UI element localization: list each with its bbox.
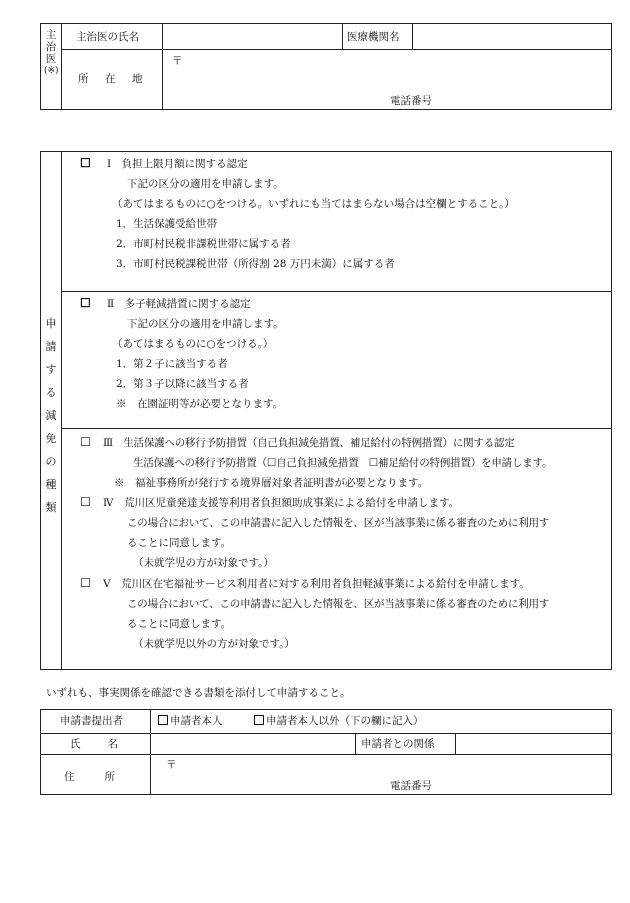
submitter-postal-mark: 〒 xyxy=(166,759,177,771)
section2-option[interactable]: 2．第３子以降に該当する者 xyxy=(116,378,249,390)
doctor-phone-label: 電話番号 xyxy=(390,95,432,107)
section3-title: Ⅲ 生活保護への移行予防措置（自己負担減免措置、補足給付の特例措置）に関する認定 xyxy=(103,437,515,449)
submitter-option-other[interactable] xyxy=(254,714,424,728)
doctor-name-field[interactable] xyxy=(163,24,341,48)
facility-label-left-divider xyxy=(342,23,343,49)
section4-checkbox[interactable]: ☐ xyxy=(80,495,91,509)
section3-checkbox[interactable]: ☐ xyxy=(80,435,91,449)
submitter-name-field[interactable] xyxy=(151,734,354,753)
checkbox[interactable] xyxy=(254,715,264,725)
section1-line: （あてはまるものに○をつける。いずれにも当てはまらない場合は空欄とすること。） xyxy=(112,198,515,210)
section1-option[interactable]: 3．市町村民税課税世帯（所得割 28 万円未満）に属する者 xyxy=(116,258,395,270)
submitter-option-self[interactable] xyxy=(158,714,223,728)
section5-title: Ⅴ 荒川区在宅福祉サービス利用者に対する利用者負担軽減事業による給付を申請します。 xyxy=(103,578,530,590)
section-divider-2 xyxy=(61,428,612,429)
checkbox[interactable] xyxy=(158,715,168,725)
section4-title: Ⅳ 荒川区児童発達支援等利用者負担額助成事業による給付を申請します。 xyxy=(103,497,460,509)
section1-checkbox[interactable]: ☐ xyxy=(80,156,91,170)
location-label: 所 在 地 xyxy=(78,73,146,85)
section4-line: （未就学児の方が対象です。） xyxy=(133,557,274,569)
submitter-address-field[interactable] xyxy=(176,756,596,778)
doctor-row-divider xyxy=(61,49,612,50)
relation-left-divider xyxy=(355,733,356,754)
submitter-name-label: 氏 名 xyxy=(70,738,120,750)
section5-line: （未就学児以外の方が対象です。） xyxy=(133,638,295,650)
section2-title: Ⅱ 多子軽減措置に関する認定 xyxy=(107,298,251,310)
section2-line: （あてはまるものに○をつける。） xyxy=(112,338,274,350)
section2-option[interactable]: 1．第２子に該当する者 xyxy=(116,358,228,370)
relation-label: 申請者との関係 xyxy=(361,738,435,750)
types-side-divider xyxy=(61,151,62,670)
section1-title: Ⅰ 負担上限月額に関する認定 xyxy=(107,158,248,170)
submitter-option-other-label: 申請者本人以外（下の欄に記入） xyxy=(266,715,424,727)
doctor-address-field[interactable] xyxy=(180,52,600,92)
doctor-side-divider xyxy=(61,23,62,110)
submitter-option-self-label: 申請者本人 xyxy=(170,715,223,727)
attachment-note: いずれも、事実関係を確認できる書類を添付して申請すること。 xyxy=(46,687,351,699)
section2-checkbox[interactable]: ☐ xyxy=(80,296,91,310)
submitter-phone-label: 電話番号 xyxy=(390,780,432,792)
types-side-label: 申 請 す る 減 免 の 種 類 xyxy=(45,317,57,514)
section1-option[interactable]: 1．生活保護受給世帯 xyxy=(116,218,218,230)
section3-note: ※ 福祉事務所が発行する境界層対象者証明書が必要となります。 xyxy=(114,477,429,489)
section3-line: 生活保護への移行予防措置（☐自己負担減免措置 ☐補足給付の特例措置）を申請します。 xyxy=(133,457,553,469)
section4-line: この場合において、この申請書に記入した情報を、区が当該事業に係る審査のために利用す xyxy=(127,517,550,529)
facility-field[interactable] xyxy=(413,24,611,48)
section2-note: ※ 在園証明等が必要となります。 xyxy=(116,398,284,410)
section5-checkbox[interactable]: ☐ xyxy=(80,576,91,590)
section1-option[interactable]: 2．市町村民税非課税世帯に属する者 xyxy=(116,238,291,250)
section-divider-1 xyxy=(61,291,612,292)
doctor-postal-mark: 〒 xyxy=(172,55,183,67)
doctor-name-label: 主治医の氏名 xyxy=(76,31,139,43)
section5-line: ることに同意します。 xyxy=(127,618,232,630)
section5-line: この場合において、この申請書に記入した情報を、区が当該事業に係る審査のために利用す xyxy=(127,598,550,610)
doctor-side-label: 主 治 医 (※) xyxy=(44,29,59,76)
submitter-address-label: 住 所 xyxy=(64,771,118,783)
section1-line: 下記の区分の適用を申請します。 xyxy=(127,178,284,190)
section2-line: 下記の区分の適用を申請します。 xyxy=(127,318,284,330)
submitter-row-divider-2 xyxy=(40,754,612,755)
relation-field[interactable] xyxy=(456,734,611,753)
submitter-label: 申請書提出者 xyxy=(60,715,123,727)
facility-label: 医療機関名 xyxy=(347,31,400,43)
section4-line: ることに同意します。 xyxy=(127,537,232,549)
